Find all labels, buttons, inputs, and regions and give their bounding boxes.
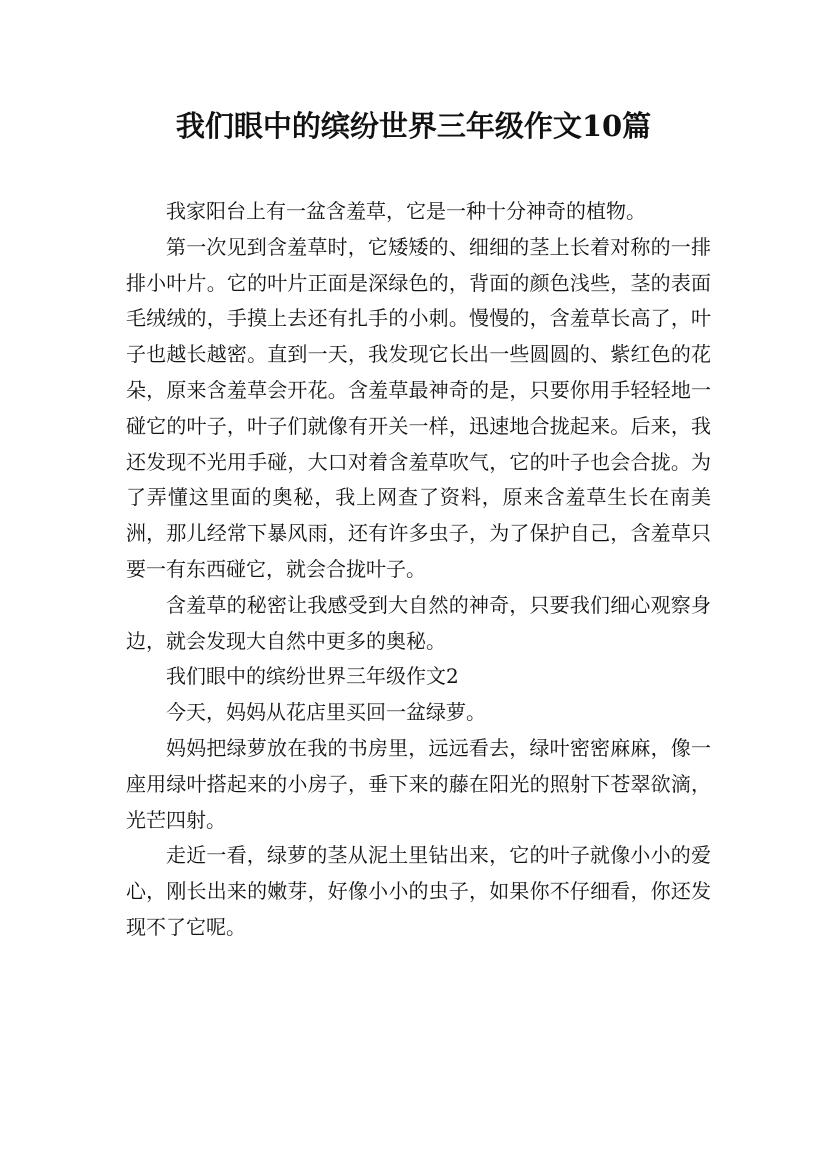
document-title: 我们眼中的缤纷世界三年级作文10篇 xyxy=(175,109,652,143)
paragraph: 走近一看，绿萝的茎从泥土里钻出来，它的叶子就像小小的爱心，刚长出来的嫩芽，好像小小的虫子，如果你不仔细看，你还发现不了它呢。 xyxy=(126,843,711,939)
document-body xyxy=(126,194,711,946)
paragraph: 第一次见到含羞草时，它矮矮的、细细的茎上长着对称的一排排小叶片。它的叶片正面是深绿色的，背面的颜色浅些，茎的表面毛绒绒的，手摸上去还有扎手的小刺。慢慢的，含羞草长高了，叶子也越长越密。直到一天，我发现它长出一些圆圆的、紫红色的花朵，原来含羞草会开花。含羞草最神奇的是，只要你用手轻轻地一碰它的叶子，叶子们就像有开关一样，迅速地合拢起来。后来，我还发现不光用手碰，大口对着含羞草吹气，它的叶子也会合拢。为了弄懂这里面的奥秘，我上网查了资料，原来含羞草生长在南美洲，那儿经常下暴风雨，还有许多虫子，为了保护自己，含羞草只要一有东西碰它，就会合拢叶子。 xyxy=(126,234,711,581)
paragraph: 今天，妈妈从花店里买回一盆绿萝。 xyxy=(166,700,486,725)
section-heading: 我们眼中的缤纷世界三年级作文2 xyxy=(166,664,459,689)
paragraph: 含羞草的秘密让我感受到大自然的神奇，只要我们细心观察身边，就会发现大自然中更多的奥秘。 xyxy=(126,592,711,653)
paragraph: 妈妈把绿萝放在我的书房里，远远看去，绿叶密密麻麻，像一座用绿叶搭起来的小房子，垂下来的藤在阳光的照射下苍翠欲滴，光芒四射。 xyxy=(126,735,711,832)
paragraph: 我家阳台上有一盆含羞草，它是一种十分神奇的植物。 xyxy=(166,199,646,223)
